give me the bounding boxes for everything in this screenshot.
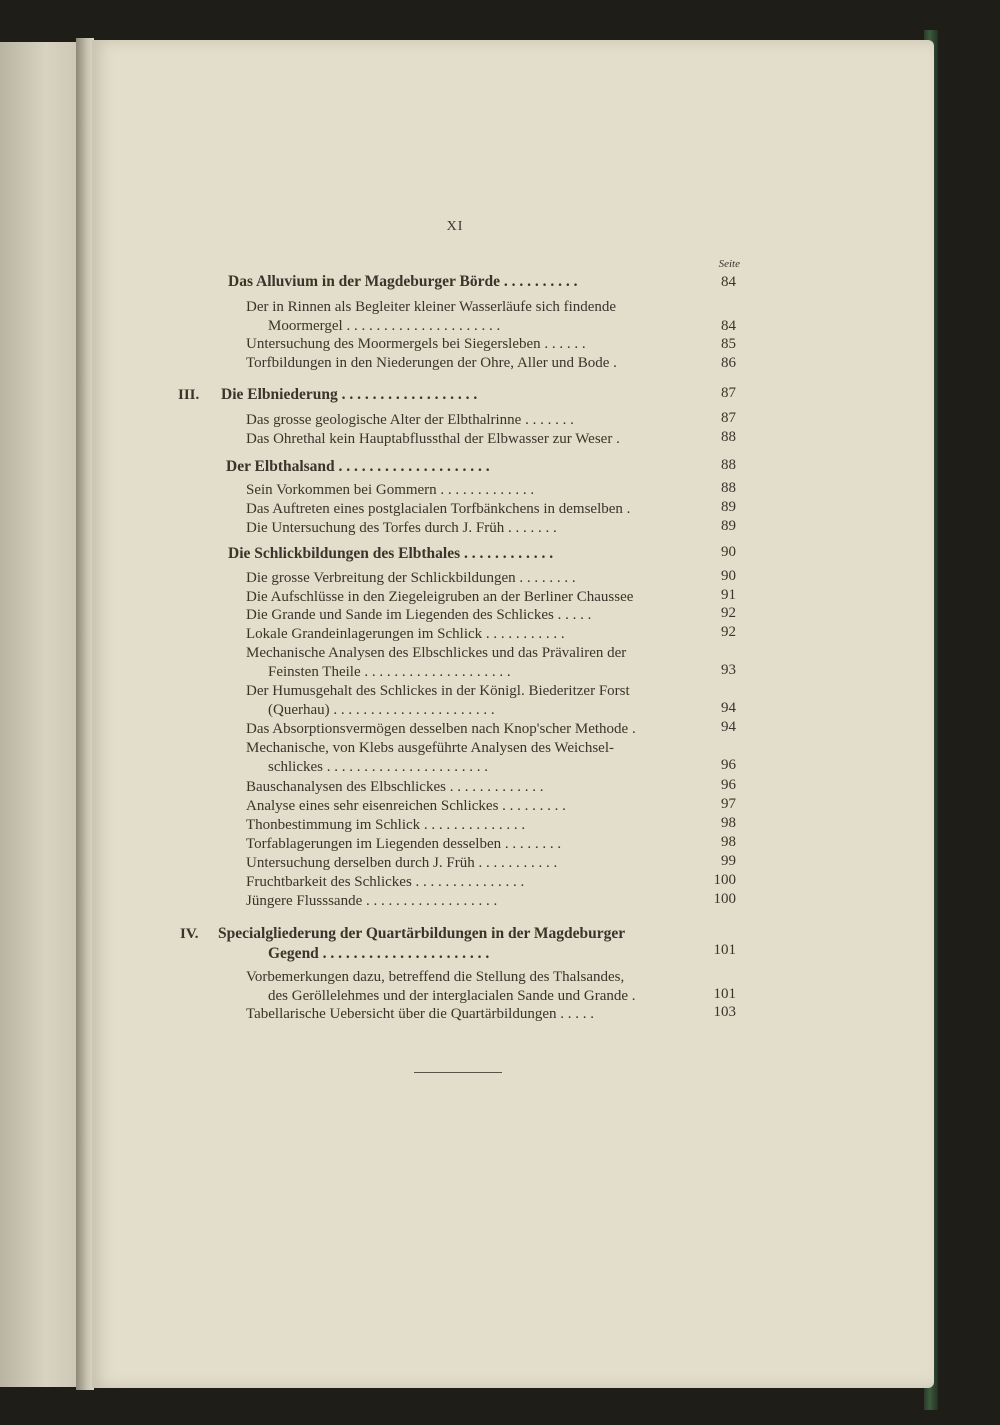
toc-page-number: 103 <box>713 1004 736 1020</box>
toc-section-number: IV. <box>180 926 199 942</box>
toc-page-number: 98 <box>721 834 736 850</box>
toc-entry: Mechanische Analysen des Elbschlickes und das Prävaliren der <box>246 645 627 661</box>
toc-entry: Fruchtbarkeit des Schlickes . . . . . . . . . . . . . . . <box>246 874 525 890</box>
toc-page-number: 84 <box>721 318 736 334</box>
toc-entry: Die grosse Verbreitung der Schlickbildungen . . . . . . . . <box>246 570 576 586</box>
toc-page-number: 93 <box>721 662 736 678</box>
toc-page-number: 96 <box>721 777 736 793</box>
toc-entry: Untersuchung derselben durch J. Früh . . . . . . . . . . . <box>246 855 558 871</box>
toc-entry: Torfbildungen in den Niederungen der Ohre, Aller und Bode . <box>246 355 617 371</box>
toc-entry: des Geröllelehmes und der interglacialen Sande und Grande . <box>268 988 636 1004</box>
toc-page-number: 87 <box>721 385 736 401</box>
toc-page-number: 90 <box>721 568 736 584</box>
toc-page-number: 100 <box>713 872 736 888</box>
toc-page-number: 100 <box>713 891 736 907</box>
end-rule <box>414 1072 502 1073</box>
toc-entry-title: Das Alluvium in der Magdeburger Börde . . . . . . . . . . <box>228 273 578 290</box>
toc-page-number: 92 <box>721 605 736 621</box>
toc-page-number: 84 <box>721 274 736 290</box>
page-column-header: Seite <box>718 258 740 270</box>
toc-entry: (Querhau) . . . . . . . . . . . . . . . . . . . . . . <box>268 702 495 718</box>
toc-page-number: 96 <box>721 757 736 773</box>
toc-page-number: 89 <box>721 518 736 534</box>
toc-entry: Vorbemerkungen dazu, betreffend die Stellung des Thalsandes, <box>246 969 625 985</box>
toc-entry: Das grosse geologische Alter der Elbthalrinne . . . . . . . <box>246 412 574 428</box>
toc-entry: Das Absorptionsvermögen desselben nach Knop'scher Methode . <box>246 721 636 737</box>
toc-entry: Die Aufschlüsse in den Ziegeleigruben an der Berliner Chaussee <box>246 589 634 605</box>
toc-page-number: 98 <box>721 815 736 831</box>
toc-page-number: 94 <box>721 719 736 735</box>
toc-page-number: 90 <box>721 544 736 560</box>
toc-entry: schlickes . . . . . . . . . . . . . . . . . . . . . . <box>268 759 488 775</box>
toc-page-number: 88 <box>721 429 736 445</box>
toc-page-number: 97 <box>721 796 736 812</box>
toc-entry: Die Grande und Sande im Liegenden des Schlickes . . . . . <box>246 607 592 623</box>
page-number: XI <box>446 219 464 234</box>
toc-page-number: 88 <box>721 480 736 496</box>
toc-page-number: 89 <box>721 499 736 515</box>
toc-entry: Der Humusgehalt des Schlickes in der Königl. Biederitzer Forst <box>246 683 630 699</box>
toc-page-number: 101 <box>713 942 736 958</box>
toc-entry: Lokale Grandeinlagerungen im Schlick . . . . . . . . . . . <box>246 626 565 642</box>
toc-section-title: Die Elbniederung . . . . . . . . . . . . . . . . . . <box>221 386 478 403</box>
toc-entry: Jüngere Flusssande . . . . . . . . . . . . . . . . . . <box>246 893 498 909</box>
toc-page-number: 87 <box>721 410 736 426</box>
toc-page-number: 101 <box>713 986 736 1002</box>
toc-page-number: 91 <box>721 587 736 603</box>
toc-section-title: Gegend . . . . . . . . . . . . . . . . . . . . . . <box>268 945 490 962</box>
toc-entry: Das Auftreten eines postglacialen Torfbänkchens in demselben . <box>246 501 631 517</box>
toc-entry-title: Die Schlickbildungen des Elbthales . . . . . . . . . . . . <box>228 545 554 562</box>
toc-page-number: 85 <box>721 336 736 352</box>
toc-entry: Bauschanalysen des Elbschlickes . . . . . . . . . . . . . <box>246 779 544 795</box>
toc-page-number: 86 <box>721 355 736 371</box>
toc-entry: Die Untersuchung des Torfes durch J. Früh . . . . . . . <box>246 520 557 536</box>
toc-entry: Das Ohrethal kein Hauptabflussthal der Elbwasser zur Weser . <box>246 431 620 447</box>
toc-section-title: Specialgliederung der Quartärbildungen in der Magdeburger <box>218 925 626 942</box>
toc-page-number: 94 <box>721 700 736 716</box>
toc-entry: Tabellarische Uebersicht über die Quartärbildungen . . . . . <box>246 1006 594 1022</box>
toc-page-number: 99 <box>721 853 736 869</box>
toc-entry: Torfablagerungen im Liegenden desselben . . . . . . . . <box>246 836 562 852</box>
toc-entry: Sein Vorkommen bei Gommern . . . . . . . . . . . . . <box>246 482 535 498</box>
toc-entry: Der in Rinnen als Begleiter kleiner Wasserläufe sich findende <box>246 299 617 315</box>
toc-entry: Moormergel . . . . . . . . . . . . . . . . . . . . . <box>268 318 501 334</box>
toc-entry: Thonbestimmung im Schlick . . . . . . . . . . . . . . <box>246 817 526 833</box>
toc-entry: Untersuchung des Moormergels bei Siegersleben . . . . . . <box>246 336 586 352</box>
toc-section-number: III. <box>178 387 200 403</box>
toc-entry: Feinsten Theile . . . . . . . . . . . . . . . . . . . . <box>268 664 511 680</box>
toc-page-number: 92 <box>721 624 736 640</box>
toc-page-number: 88 <box>721 457 736 473</box>
toc-entry-title: Der Elbthalsand . . . . . . . . . . . . . . . . . . . . <box>226 458 490 475</box>
toc-entry: Mechanische, von Klebs ausgeführte Analysen des Weichsel- <box>246 740 614 756</box>
toc-entry: Analyse eines sehr eisenreichen Schlickes . . . . . . . . . <box>246 798 566 814</box>
